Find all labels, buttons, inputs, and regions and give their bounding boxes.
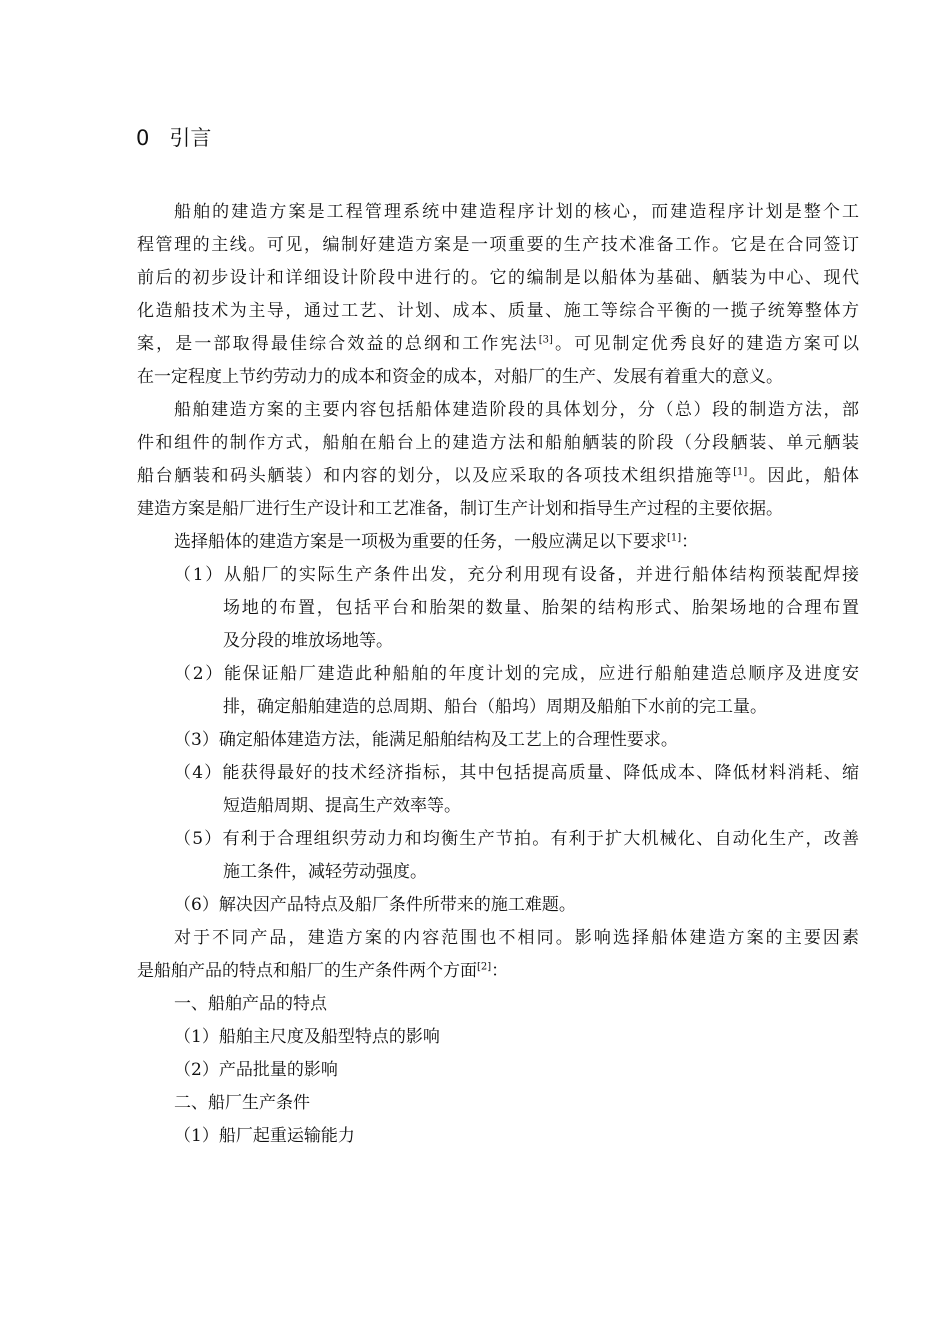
section-heading <box>136 122 211 152</box>
factor-item: （2）产品批量的影响 <box>174 1060 338 1080</box>
paragraph-1-line-6: 在一定程度上节约劳动力的成本和资金的成本，对船厂的生产、发展有着重大的意义。 <box>137 367 783 387</box>
paragraph-4-line-1: 对于不同产品，建造方案的内容范围也不相同。影响选择船体建造方案的主要因素 <box>174 928 859 948</box>
citation: [1] <box>733 466 748 478</box>
requirement-3: （3）确定船体建造方法，能满足船舶结构及工艺上的合理性要求。 <box>174 730 678 750</box>
requirement-2-cont-1: 排，确定船舶建造的总周期、船台（船坞）周期及船舶下水前的完工量。 <box>223 697 767 717</box>
requirement-4-cont-1: 短造船周期、提高生产效率等。 <box>223 796 461 816</box>
paragraph-1-line-1: 船舶的建造方案是工程管理系统中建造程序计划的核心，而建造程序计划是整个工 <box>174 202 859 222</box>
paragraph-2-line-2: 件和组件的制作方式，船舶在船台上的建造方法和船舶舾装的阶段（分段舾装、单元舾装 <box>137 433 859 453</box>
requirement-5-cont-1: 施工条件，减轻劳动强度。 <box>223 862 427 882</box>
text-run: 。因此，船体 <box>747 466 860 486</box>
text-run: 案，是一部取得最佳综合效益的总纲和工作宪法 <box>137 334 539 354</box>
paragraph-2-line-4: 建造方案是船厂进行生产设计和工艺准备，制订生产计划和指导生产过程的主要依据。 <box>137 499 783 519</box>
factor-item: （1）船舶主尺度及船型特点的影响 <box>174 1027 440 1047</box>
text-run: 。可见制定优秀良好的建造方案可以 <box>552 334 860 354</box>
requirement-1-cont-2: 及分段的堆放场地等。 <box>223 631 393 651</box>
paragraph-4-line-2 <box>137 955 859 988</box>
paragraph-1-line-4: 化造船技术为主导，通过工艺、计划、成本、质量、施工等综合平衡的一揽子统筹整体方 <box>137 301 859 321</box>
paragraph-3 <box>137 526 859 559</box>
text-run: 选择船体的建造方案是一项极为重要的任务，一般应满足以下要求 <box>174 532 667 552</box>
requirement-6: （6）解决因产品特点及船厂条件所带来的施工难题。 <box>174 895 576 915</box>
paragraph-1-line-5 <box>137 328 859 361</box>
citation: [3] <box>538 334 553 346</box>
section-title: 引言 <box>169 126 212 150</box>
paragraph-2-line-3 <box>137 460 859 493</box>
text-run: ： <box>491 961 509 981</box>
text-run: 船台舾装和码头舾装）和内容的划分，以及应采取的各项技术组织措施等 <box>137 466 734 486</box>
text-run: ： <box>681 532 699 552</box>
requirement-1-cont-1: 场地的布置，包括平台和胎架的数量、胎架的结构形式、胎架场地的合理布置 <box>223 598 859 618</box>
paragraph-2-line-1: 船舶建造方案的主要内容包括船体建造阶段的具体划分，分（总）段的制造方法，部 <box>174 400 859 420</box>
requirement-5: （5）有利于合理组织劳动力和均衡生产节拍。有利于扩大机械化、自动化生产，改善 <box>174 829 859 849</box>
factor-heading-2: 二、船厂生产条件 <box>174 1093 310 1113</box>
paragraph-1-line-3: 前后的初步设计和详细设计阶段中进行的。它的编制是以船体为基础、舾装为中心、现代 <box>137 268 859 288</box>
requirement-2: （2）能保证船厂建造此种船舶的年度计划的完成，应进行船舶建造总顺序及进度安 <box>174 664 859 684</box>
factor-heading-1: 一、船舶产品的特点 <box>174 994 327 1014</box>
paragraph-1-line-2: 程管理的主线。可见，编制好建造方案是一项重要的生产技术准备工作。它是在合同签订 <box>137 235 859 255</box>
requirement-1: （1）从船厂的实际生产条件出发，充分利用现有设备，并进行船体结构预装配焊接 <box>174 565 859 585</box>
citation: [1] <box>667 532 682 544</box>
requirement-4: （4）能获得最好的技术经济指标，其中包括提高质量、降低成本、降低材料消耗、缩 <box>174 763 859 783</box>
section-number: 0 <box>136 126 150 150</box>
text-run: 是船舶产品的特点和船厂的生产条件两个方面 <box>137 961 477 981</box>
body-text <box>137 196 859 1153</box>
factor-item: （1）船厂起重运输能力 <box>174 1126 355 1146</box>
citation: [2] <box>477 961 492 973</box>
